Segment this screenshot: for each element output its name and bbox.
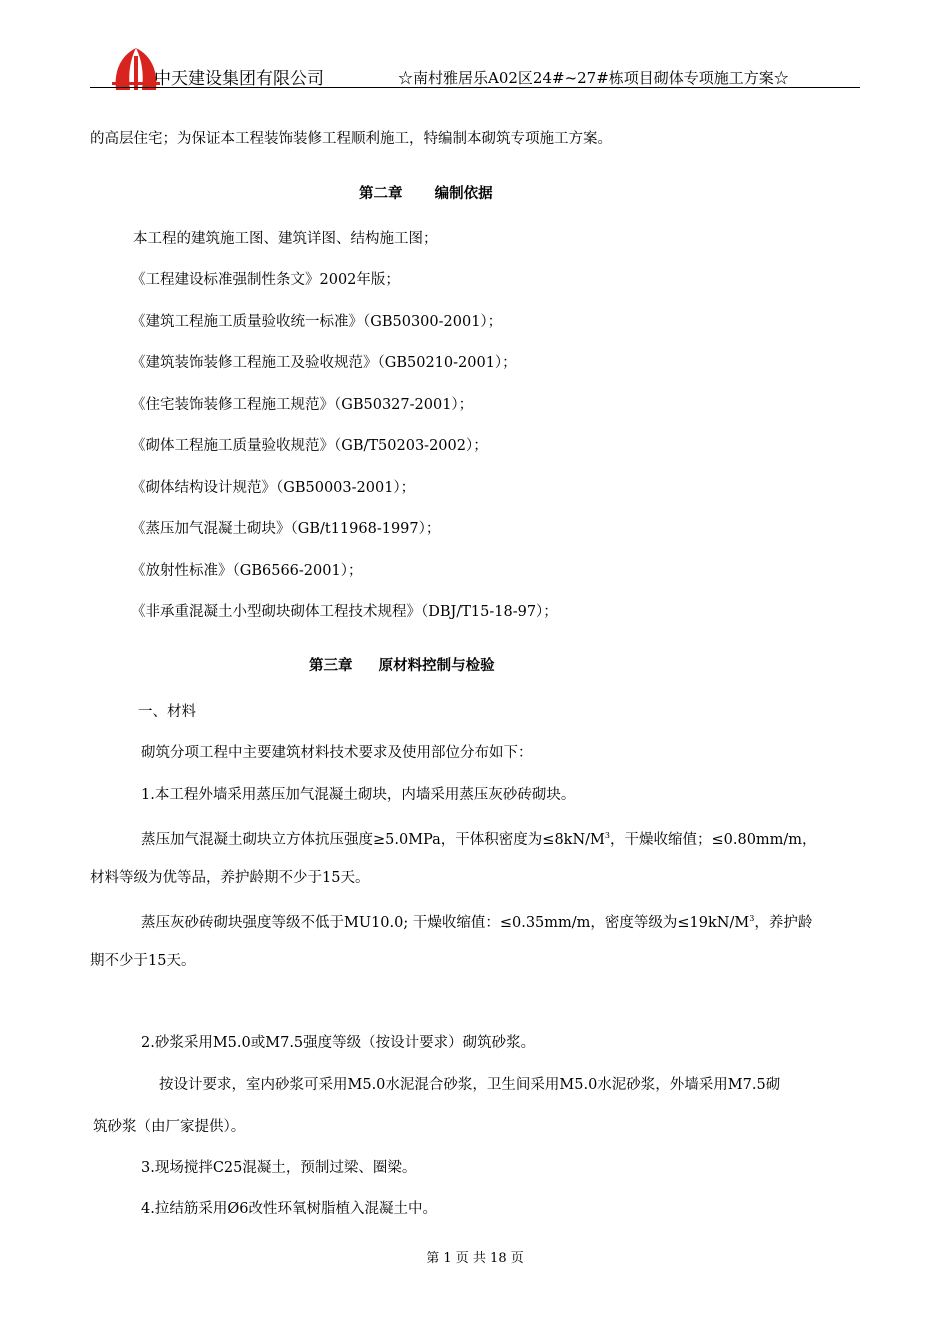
sand-lime-block-spec-cont: 期不少于15天。 xyxy=(90,953,196,969)
sand-lime-spec-text-end: ，养护龄 xyxy=(754,915,813,931)
materials-item-4: 4.拉结筋采用Ø6改性环氧树脂植入混凝土中。 xyxy=(141,1201,437,1217)
aac-block-spec-cont: 材料等级为优等品，养护龄期不少于15天。 xyxy=(90,870,370,886)
basis-item: 《砌体工程施工质量验收规范》（GB/T50203-2002）； xyxy=(131,438,488,454)
chapter-3-title: 原材料控制与检验 xyxy=(378,658,495,674)
basis-item: 《工程建设标准强制性条文》2002年版； xyxy=(131,272,400,288)
section-materials-heading: 一、材料 xyxy=(138,704,196,720)
chapter-3-number: 第三章 xyxy=(309,658,353,674)
page-number: 第 1 页 共 18 页 xyxy=(426,1251,524,1266)
basis-item: 《建筑工程施工质量验收统一标准》（GB50300-2001）； xyxy=(131,314,503,330)
superscript: 3 xyxy=(749,914,755,923)
intro-continuation: 的高层住宅；为保证本工程装饰装修工程顺利施工，特编制本砌筑专项施工方案。 xyxy=(90,131,612,147)
company-name: 中天建设集团有限公司 xyxy=(154,69,324,89)
basis-item: 《蒸压加气混凝土砌块》（GB/t11968-1997）； xyxy=(131,521,441,537)
header-rule xyxy=(90,87,860,88)
basis-item: 《非承重混凝土小型砌块砌体工程技术规程》（DBJ/T15-18-97）； xyxy=(131,604,558,620)
chapter-2-title: 编制依据 xyxy=(434,186,493,202)
basis-item: 《砌体结构设计规范》（GB50003-2001）； xyxy=(131,480,416,496)
basis-item: 《建筑装饰装修工程施工及验收规范》（GB50210-2001）； xyxy=(131,355,517,371)
chapter-2-heading xyxy=(359,184,493,204)
materials-intro: 砌筑分项工程中主要建筑材料技术要求及使用部位分布如下： xyxy=(141,745,533,761)
mortar-spec-cont: 筑砂浆（由厂家提供）。 xyxy=(93,1119,246,1135)
chapter-2-number: 第二章 xyxy=(359,186,403,202)
project-title: ☆南村雅居乐A02区24#~27#栋项目砌体专项施工方案☆ xyxy=(398,69,789,87)
sand-lime-spec-text: 蒸压灰砂砖砌块强度等级不低于MU10.0; 干燥收缩值：≤0.35mm/m，密度等级为≤19kN/M xyxy=(141,915,750,931)
materials-item-3: 3.现场搅拌C25混凝土，预制过梁、圈梁。 xyxy=(141,1160,417,1176)
page-header xyxy=(0,0,950,92)
chapter-3-heading xyxy=(309,656,495,676)
materials-item-1: 1.本工程外墙采用蒸压加气混凝土砌块，内墙采用蒸压灰砂砖砌块。 xyxy=(141,787,576,803)
aac-block-spec-text: 蒸压加气混凝土砌块立方体抗压强度≥5.0MPa，干体积密度为≤8kN/M xyxy=(141,832,605,848)
sand-lime-block-spec xyxy=(141,909,812,933)
superscript: 3 xyxy=(604,831,610,840)
aac-block-spec xyxy=(141,826,817,850)
basis-item: 《住宅装饰装修工程施工规范》（GB50327-2001）； xyxy=(131,397,474,413)
mortar-spec: 按设计要求，室内砂浆可采用M5.0水泥混合砂浆，卫生间采用M5.0水泥砂浆，外墙采用M7.5砌 xyxy=(159,1077,781,1093)
basis-item: 本工程的建筑施工图、建筑详图、结构施工图； xyxy=(133,231,438,247)
materials-item-2: 2.砂浆采用M5.0或M7.5强度等级（按设计要求）砌筑砂浆。 xyxy=(141,1035,536,1051)
basis-item: 《放射性标准》（GB6566-2001）； xyxy=(131,563,363,579)
aac-block-spec-text-end: ，干燥收缩值；≤0.80mm/m， xyxy=(609,832,817,848)
